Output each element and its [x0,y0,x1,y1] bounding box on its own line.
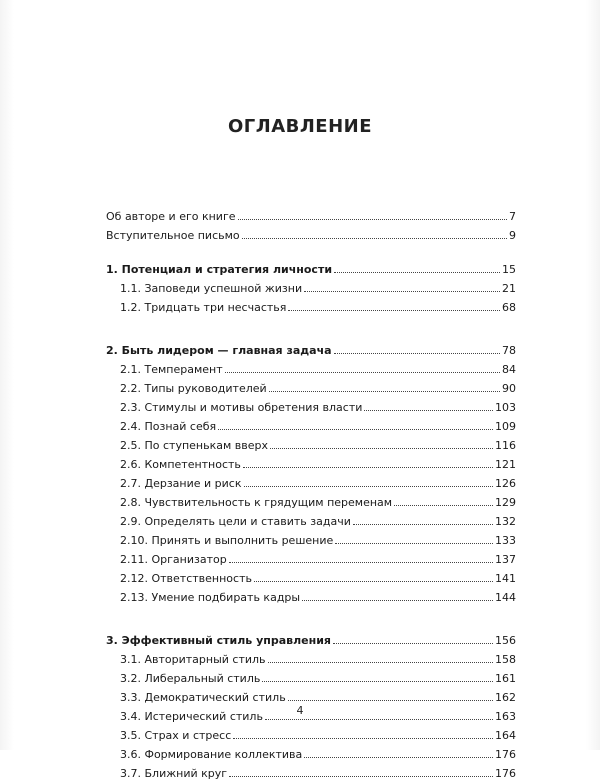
toc-section-label: 2.3. Стимулы и мотивы обретения власти [120,401,363,414]
toc-section-label: 2.4. Познай себя [120,420,217,433]
toc-section-label: 3.7. Ближний круг [120,767,228,780]
toc-section-page: 164 [495,729,516,742]
toc-chapter [106,257,516,276]
leader-dots [333,642,493,644]
toc-chapter-page: 78 [502,344,516,357]
page-number: 4 [296,704,304,717]
toc-section [106,357,516,376]
toc-section-page: 103 [495,401,516,414]
leader-dots [288,699,493,701]
toc-section-label: 2.11. Организатор [120,553,227,566]
toc-section-page: 176 [495,767,516,780]
leader-dots [364,409,493,411]
leader-dots [265,718,493,720]
toc-section-label: 2.2. Типы руководителей [120,382,267,395]
leader-dots [304,756,493,758]
leader-dots [304,290,500,292]
leader-dots [268,661,493,663]
toc-section-page: 109 [495,420,516,433]
toc-section-page: 68 [502,301,516,314]
leader-dots [229,775,493,777]
toc-section-page: 90 [502,382,516,395]
toc-section-page: 162 [495,691,516,704]
toc-section-page: 137 [495,553,516,566]
toc-section-page: 84 [502,363,516,376]
toc-entry-front [106,204,516,223]
toc-entry-page: 7 [509,210,516,223]
toc-section [106,528,516,547]
toc-section-label: 1.1. Заповеди успешной жизни [120,282,303,295]
toc-section [106,295,516,314]
toc-section-page: 116 [495,439,516,452]
toc-chapter-label: 1. Потенциал и стратегия личности [106,263,333,276]
leader-dots [262,680,493,682]
table-of-contents [106,204,516,780]
toc-chapter [106,338,516,357]
toc-section [106,666,516,685]
toc-section-label: 3.6. Формирование коллектива [120,748,303,761]
toc-section-label: 3.3. Демократический стиль [120,691,286,704]
toc-section-label: 2.6. Компетентность [120,458,241,471]
toc-section [106,490,516,509]
leader-dots [233,737,493,739]
toc-section-page: 141 [495,572,516,585]
toc-chapter-page: 15 [502,263,516,276]
leader-dots [238,218,508,220]
toc-section [106,471,516,490]
toc-section [106,547,516,566]
toc-section-label: 2.7. Дерзание и риск [120,477,242,490]
leader-dots [243,466,493,468]
toc-section-page: 126 [495,477,516,490]
toc-section-label: 3.2. Либеральный стиль [120,672,261,685]
toc-section-label: 2.1. Темперамент [120,363,223,376]
toc-entry-label: Вступительное письмо [106,229,240,242]
toc-section [106,433,516,452]
toc-section-page: 129 [495,496,516,509]
toc-section [106,452,516,471]
toc-section-label: 3.4. Истерический стиль [120,710,263,723]
leader-dots [269,390,500,392]
toc-section-label: 2.9. Определять цели и ставить задачи [120,515,351,528]
leader-dots [394,504,493,506]
leader-dots [229,561,493,563]
leader-dots [288,309,500,311]
toc-entry-front [106,223,516,242]
toc-entry-page: 9 [509,229,516,242]
leader-dots [225,371,500,373]
toc-section-label: 2.13. Умение подбирать кадры [120,591,301,604]
toc-section-page: 144 [495,591,516,604]
toc-section [106,585,516,604]
toc-section [106,647,516,666]
toc-chapter [106,628,516,647]
toc-section [106,414,516,433]
toc-section-page: 158 [495,653,516,666]
toc-section-page: 161 [495,672,516,685]
leader-dots [353,523,493,525]
toc-section [106,723,516,742]
toc-section [106,566,516,585]
toc-section [106,761,516,780]
toc-chapter-page: 156 [495,634,516,647]
leader-dots [254,580,493,582]
toc-entry-label: Об авторе и его книге [106,210,236,223]
toc-section-label: 1.2. Тридцать три несчастья [120,301,287,314]
toc-section-label: 3.5. Страх и стресс [120,729,232,742]
page-title: ОГЛАВЛЕНИЕ [227,116,373,137]
toc-chapter-label: 2. Быть лидером — главная задача [106,344,332,357]
leader-dots [335,542,493,544]
toc-section-page: 163 [495,710,516,723]
toc-section-label: 2.10. Принять и выполнить решение [120,534,334,547]
toc-section-page: 21 [502,282,516,295]
toc-section [106,395,516,414]
toc-section [106,276,516,295]
leader-dots [302,599,493,601]
leader-dots [334,271,500,273]
toc-section [106,509,516,528]
toc-section-page: 121 [495,458,516,471]
toc-section-label: 2.5. По ступенькам вверх [120,439,268,452]
leader-dots [218,428,493,430]
toc-section-label: 2.12. Ответственность [120,572,252,585]
leader-dots [334,352,500,354]
leader-dots [270,447,493,449]
toc-section [106,685,516,704]
toc-section-page: 176 [495,748,516,761]
toc-section-label: 2.8. Чувствительность к грядущим переменам [120,496,393,509]
toc-section-label: 3.1. Авторитарный стиль [120,653,266,666]
leader-dots [242,237,507,239]
leader-dots [244,485,494,487]
toc-section-page: 132 [495,515,516,528]
toc-section [106,742,516,761]
toc-section [106,376,516,395]
toc-section-page: 133 [495,534,516,547]
toc-chapter-label: 3. Эффективный стиль управления [106,634,331,647]
